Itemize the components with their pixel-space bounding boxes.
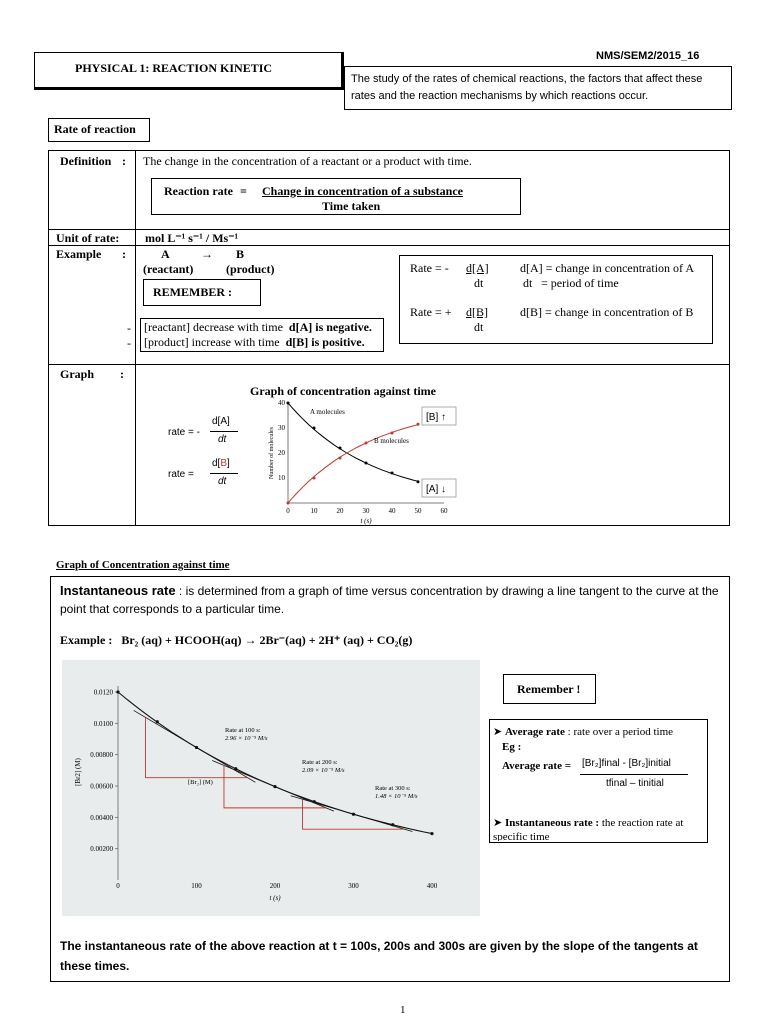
example2-label: Example : bbox=[60, 633, 113, 647]
table-column-divider bbox=[135, 150, 136, 526]
rate-b-num: d[B] bbox=[466, 305, 488, 319]
label-b-up: [B] ↑ bbox=[426, 412, 447, 423]
rate-b-left: Rate = + bbox=[410, 305, 452, 319]
rate-a-formula-label: rate = - bbox=[168, 427, 200, 438]
series-a-point bbox=[417, 480, 420, 483]
series-b-point bbox=[391, 432, 394, 435]
reaction-rate-label: Reaction rate bbox=[164, 184, 233, 198]
product-label: (product) bbox=[226, 262, 275, 276]
bromine-data-point bbox=[116, 690, 119, 693]
bullet-reactant-bold: d[A] is negative. bbox=[288, 320, 372, 334]
example-colon: : bbox=[122, 247, 126, 261]
small-chart-legend-b: B molecules bbox=[374, 437, 409, 445]
big-chart-y-tick: 0.00600 bbox=[90, 782, 113, 791]
average-rate-bold: Average rate bbox=[504, 726, 565, 738]
instantaneous-note-bold: Instantaneous rate : bbox=[504, 817, 600, 829]
small-chart-x-tick: 60 bbox=[440, 507, 448, 515]
intro-box bbox=[344, 66, 732, 110]
bromine-concentration-chart bbox=[62, 660, 480, 916]
rate-annotation-label: Rate at 200 s: bbox=[302, 759, 338, 766]
document-code: NMS/SEM2/2015_16 bbox=[596, 50, 700, 62]
average-rate-line bbox=[493, 725, 673, 738]
remember-label-2: Remember ! bbox=[517, 682, 581, 696]
graph-label: Graph bbox=[60, 367, 95, 381]
average-arrow-icon: ➤ bbox=[493, 726, 503, 738]
table-row-divider bbox=[48, 229, 730, 230]
unit-label: Unit of rate: bbox=[56, 231, 120, 245]
small-chart-y-label: Number of molecules bbox=[269, 427, 275, 479]
bullet-product-text: [product] increase with time bbox=[144, 335, 280, 349]
series-a-point bbox=[287, 402, 290, 405]
series-a-point bbox=[391, 472, 394, 475]
rate-a-num: d[A] bbox=[466, 261, 489, 275]
big-chart-y-tick: 0.0100 bbox=[93, 719, 113, 728]
series-b-point bbox=[339, 457, 342, 460]
tangent-line bbox=[291, 796, 413, 832]
rate-annotation-value: 2.96 × 10⁻⁵ M/s bbox=[225, 735, 268, 742]
bullet-product bbox=[144, 335, 365, 350]
definition-label: Definition bbox=[60, 154, 112, 168]
small-chart-x-tick: 0 bbox=[286, 507, 290, 515]
reaction-rate-numerator: Change in concentration of a substance bbox=[262, 184, 464, 198]
bromine-data-point bbox=[156, 720, 159, 723]
big-chart-x-label: t (s) bbox=[269, 894, 281, 902]
average-rate-text: : rate over a period time bbox=[564, 726, 674, 738]
rate-b-formula-den: dt bbox=[218, 476, 227, 487]
page-title: PHYSICAL 1: REACTION KINETIC bbox=[75, 61, 273, 75]
small-chart-y-tick: 30 bbox=[278, 424, 285, 432]
big-chart-x-tick: 100 bbox=[191, 882, 202, 890]
average-formula-den: tfinal – tinitial bbox=[606, 778, 664, 789]
bullet-reactant-text: [reactant] decrease with time bbox=[144, 320, 283, 334]
bullet-dash: - bbox=[127, 321, 131, 335]
example-label: Example bbox=[56, 247, 102, 261]
small-chart-x-tick: 50 bbox=[414, 507, 422, 515]
small-chart-x-tick: 40 bbox=[388, 507, 396, 515]
reaction-rate-equals: = bbox=[240, 184, 247, 198]
br2-curve-label: [Br₂] (M) bbox=[188, 779, 213, 786]
rate-annotation-label: Rate at 300 s: bbox=[375, 785, 411, 792]
series-a-point bbox=[313, 427, 316, 430]
conclusion-text: The instantaneous rate of the above reaction at t = 100s, 200s and 300s are given by the slope of the tangents at these times. bbox=[60, 939, 698, 973]
small-graph-title: Graph of concentration against time bbox=[250, 384, 436, 398]
bullet-product-bold: d[B] is positive. bbox=[285, 335, 365, 349]
instantaneous-bold: Instantaneous rate bbox=[60, 583, 176, 598]
small-chart-y-tick: 10 bbox=[278, 474, 285, 482]
small-chart-y-tick: 40 bbox=[278, 399, 285, 407]
small-chart-x-tick: 30 bbox=[362, 507, 370, 515]
species-b: B bbox=[236, 247, 245, 261]
rate-b-den: dt bbox=[474, 320, 484, 334]
big-chart-y-tick: 0.00800 bbox=[90, 751, 113, 760]
series-b-point bbox=[417, 423, 420, 426]
graph-colon: : bbox=[120, 367, 124, 381]
small-chart-x-label: t (s) bbox=[360, 517, 372, 525]
series-b-point bbox=[365, 442, 368, 445]
bullet-dash: - bbox=[127, 336, 131, 350]
intro-text: The study of the rates of chemical reactions, the factors that affect these rates and the reaction mechanisms by which reactions occur. bbox=[351, 73, 703, 102]
rate-a-formula-den: dt bbox=[218, 434, 227, 445]
big-chart-y-tick: 0.00400 bbox=[90, 813, 113, 822]
instantaneous-note bbox=[493, 816, 703, 841]
title-box bbox=[34, 52, 344, 90]
big-chart-y-label: [Br2] (M) bbox=[74, 758, 82, 786]
big-chart-x-tick: 0 bbox=[116, 882, 120, 890]
eg-label: Eg : bbox=[502, 741, 522, 753]
rate-annotation-label: Rate at 100 s: bbox=[225, 727, 261, 734]
definition-text: The change in the concentration of a reactant or a product with time. bbox=[143, 154, 472, 168]
big-chart-x-tick: 200 bbox=[269, 882, 281, 890]
instantaneous-arrow-icon: ➤ bbox=[493, 817, 503, 829]
definition-colon: : bbox=[122, 154, 126, 168]
reaction-equation: Br₂ (aq) + HCOOH(aq) → 2Br⁻(aq) + 2H⁺ (aq) + CO₂(g) bbox=[121, 633, 413, 647]
instantaneous-text: : is determined from a graph of time versus concentration by drawing a line tangent to the curve at the point that corresponds to a particular time. bbox=[60, 584, 719, 616]
rate-b-def: d[B] = change in concentration of B bbox=[520, 305, 694, 319]
rate-dt-label: dt bbox=[523, 276, 533, 290]
rate-b-num-pre: d[ bbox=[212, 458, 221, 469]
average-formula-num: [Br₂]final - [Br₂]initial bbox=[582, 758, 671, 769]
series-a-point bbox=[339, 447, 342, 450]
reaction-arrow: → bbox=[201, 247, 213, 261]
reaction-rate-denominator: Time taken bbox=[322, 199, 381, 213]
small-chart-y-tick: 20 bbox=[278, 449, 285, 457]
section-heading-rate bbox=[48, 118, 150, 142]
rate-annotation-value: 2.09 × 10⁻⁵ M/s bbox=[302, 767, 345, 774]
remember-label: REMEMBER : bbox=[153, 285, 232, 299]
series-a-point bbox=[365, 462, 368, 465]
small-chart-x-tick: 20 bbox=[336, 507, 344, 515]
series-b-point bbox=[287, 502, 290, 505]
bromine-curve bbox=[118, 692, 432, 834]
average-formula-label: Average rate = bbox=[502, 760, 571, 772]
reactant-label: (reactant) bbox=[143, 262, 194, 276]
rate-b-formula-label: rate = bbox=[168, 469, 194, 480]
rate-b-num-mid: B bbox=[220, 458, 228, 469]
big-chart-y-tick: 0.00200 bbox=[90, 845, 113, 854]
series-b-point bbox=[313, 477, 316, 480]
species-a: A bbox=[161, 247, 170, 261]
table-row-divider bbox=[48, 364, 730, 365]
instantaneous-note-text: the reaction rate at specific time bbox=[493, 817, 684, 841]
rate-b-formula-bar bbox=[210, 473, 238, 474]
rate-a-def: d[A] = change in concentration of A bbox=[520, 261, 695, 275]
average-formula-bar bbox=[580, 774, 688, 775]
big-chart-x-tick: 400 bbox=[426, 882, 438, 890]
small-chart-legend-a: A molecules bbox=[310, 408, 345, 416]
rate-annotation-value: 1.48 × 10⁻⁵ M/s bbox=[375, 793, 418, 800]
rate-b-num-post: ] bbox=[227, 458, 230, 469]
rate-a-formula-num: d[A] bbox=[212, 416, 230, 427]
rate-a-left: Rate = - bbox=[410, 261, 449, 275]
small-concentration-chart bbox=[264, 395, 464, 525]
small-chart-x-tick: 10 bbox=[310, 507, 318, 515]
label-a-down: [A] ↓ bbox=[426, 484, 447, 495]
page-number: 1 bbox=[400, 1004, 406, 1016]
big-chart-x-tick: 300 bbox=[348, 882, 359, 890]
example-reaction bbox=[60, 633, 412, 648]
bullet-reactant bbox=[144, 320, 372, 335]
tangent-line bbox=[134, 710, 256, 782]
rate-dt-def: = period of time bbox=[541, 276, 619, 290]
rate-b-formula-num bbox=[212, 458, 230, 469]
big-chart-y-tick: 0.0120 bbox=[93, 688, 113, 697]
bromine-data-point bbox=[430, 832, 433, 835]
unit-value: mol L⁻¹ s⁻¹ / Ms⁻¹ bbox=[145, 231, 239, 245]
section-heading-rate-text: Rate of reaction bbox=[54, 122, 136, 136]
rate-a-formula-bar bbox=[210, 431, 238, 432]
instantaneous-definition bbox=[60, 582, 722, 618]
section-heading-concentration: Graph of Concentration against time bbox=[56, 559, 230, 571]
rate-a-den: dt bbox=[474, 276, 484, 290]
